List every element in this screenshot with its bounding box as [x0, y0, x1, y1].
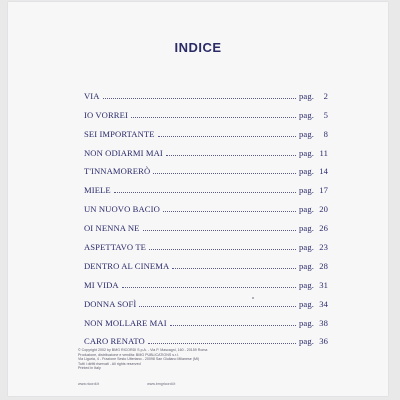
toc-entry[interactable]: [84, 82, 328, 101]
page-label: pag.: [299, 204, 314, 215]
page-title: INDICE: [174, 40, 222, 55]
page-number: 34: [319, 298, 328, 309]
footer-line: Via Liguria, 4 - Frazione Sesto Ulteriano - 20098 San Giuliano Milanese (MI): [78, 357, 200, 362]
page-label: pag.: [299, 90, 314, 101]
toc-entry[interactable]: [84, 158, 328, 177]
toc-entry-title: VIA: [84, 90, 100, 101]
page-label: pag.: [299, 317, 314, 328]
toc-entry[interactable]: [84, 101, 328, 120]
page: [8, 2, 388, 396]
toc-entry[interactable]: [84, 252, 328, 271]
dot-leader: [143, 229, 297, 231]
page-number: 23: [319, 242, 328, 253]
footer-websites: [78, 382, 348, 386]
page-label: pag.: [299, 223, 314, 234]
paper-speck: [252, 297, 254, 299]
toc-entry-title: NON MOLLARE MAI: [84, 317, 167, 328]
dot-leader: [149, 248, 296, 250]
toc-entry[interactable]: [84, 271, 328, 290]
copyright-footer: [78, 348, 348, 371]
toc-entry-page: [299, 280, 328, 290]
page-label: pag.: [299, 298, 314, 309]
toc-entry-title: OI NENNA NE: [84, 223, 140, 234]
page-label: pag.: [299, 128, 314, 139]
dot-leader: [170, 324, 296, 326]
page-label: pag.: [299, 109, 314, 120]
footer-line: © Copyright 2002 by BMG RICORDI S.p.A. - Via P. Mascagni, 160 - 20159 Roma: [78, 348, 208, 352]
toc-entry-title: SEI IMPORTANTE: [84, 128, 155, 139]
dot-leader: [158, 135, 296, 137]
toc-entry[interactable]: [84, 290, 328, 309]
toc-entry-title: MI VIDA: [84, 279, 119, 290]
page-number: 38: [319, 317, 328, 328]
toc-entry-page: [299, 166, 328, 176]
dot-leader: [122, 286, 296, 288]
toc-entry[interactable]: [84, 328, 328, 347]
toc-entry[interactable]: [84, 120, 328, 139]
toc-entry-page: [299, 318, 328, 328]
page-number: 26: [319, 223, 328, 234]
toc-entry-title: T'INNAMORERÒ: [84, 166, 151, 177]
toc-entry[interactable]: [84, 195, 328, 214]
page-number: 28: [319, 260, 328, 271]
toc-entry-title: DENTRO AL CINEMA: [84, 260, 170, 271]
toc-entry[interactable]: [84, 214, 328, 233]
page-number: 36: [319, 336, 328, 347]
footer-line: Printed in Italy: [78, 366, 101, 371]
page-label: pag.: [299, 336, 314, 347]
dot-leader: [148, 342, 296, 344]
toc-entry-title: NON ODIARMI MAI: [84, 147, 163, 158]
toc-entry-page: [299, 261, 328, 271]
page-label: pag.: [299, 242, 314, 253]
toc-entry-page: [299, 148, 328, 158]
page-label: pag.: [299, 166, 314, 177]
page-number: 8: [323, 128, 328, 139]
dot-leader: [166, 154, 296, 156]
dot-leader: [103, 97, 296, 99]
footer-line: Produzione, distribuzione e vendita: BMG PUBLICATIONS s.r.l.: [78, 352, 179, 357]
toc-entry[interactable]: [84, 176, 328, 195]
page-label: pag.: [299, 260, 314, 271]
page-number: 17: [319, 185, 328, 196]
footer-line: Tutti i diritti riservati - All rights reserved: [78, 361, 141, 366]
page-number: 5: [323, 109, 328, 120]
toc-entry-page: [299, 129, 328, 139]
table-of-contents: [84, 82, 328, 346]
dot-leader: [114, 191, 296, 193]
toc-entry-title: MIELE: [84, 185, 111, 196]
toc-entry-title: UN NUOVO BACIO: [84, 204, 160, 215]
footer-website-link[interactable]: www.ricordi.it: [78, 382, 100, 386]
toc-entry-page: [299, 91, 328, 101]
page-label: pag.: [299, 147, 314, 158]
page-number: 2: [323, 90, 328, 101]
page-number: 14: [319, 166, 328, 177]
toc-entry[interactable]: [84, 139, 328, 158]
toc-entry-page: [299, 185, 328, 195]
toc-entry[interactable]: [84, 233, 328, 252]
page-number: 31: [319, 279, 328, 290]
dot-leader: [153, 172, 296, 174]
dot-leader: [139, 305, 296, 307]
page-number: 11: [319, 147, 328, 158]
page-number: 20: [319, 204, 328, 215]
toc-entry[interactable]: [84, 309, 328, 328]
toc-entry-title: CARO RENATO: [84, 336, 145, 347]
page-label: pag.: [299, 185, 314, 196]
page-label: pag.: [299, 279, 314, 290]
toc-entry-page: [299, 242, 328, 252]
toc-entry-page: [299, 299, 328, 309]
dot-leader: [131, 116, 296, 118]
toc-entry-page: [299, 204, 328, 214]
footer-website-link[interactable]: www.bmgricordi.it: [147, 382, 176, 386]
toc-entry-title: DONNA SOFÌ: [84, 298, 137, 309]
toc-entry-page: [299, 336, 328, 346]
toc-entry-title: ASPETTAVO TE: [84, 242, 147, 253]
toc-entry-page: [299, 110, 328, 120]
dot-leader: [163, 210, 296, 212]
toc-entry-title: IO VORREI: [84, 109, 128, 120]
toc-entry-page: [299, 223, 328, 233]
dot-leader: [172, 267, 296, 269]
